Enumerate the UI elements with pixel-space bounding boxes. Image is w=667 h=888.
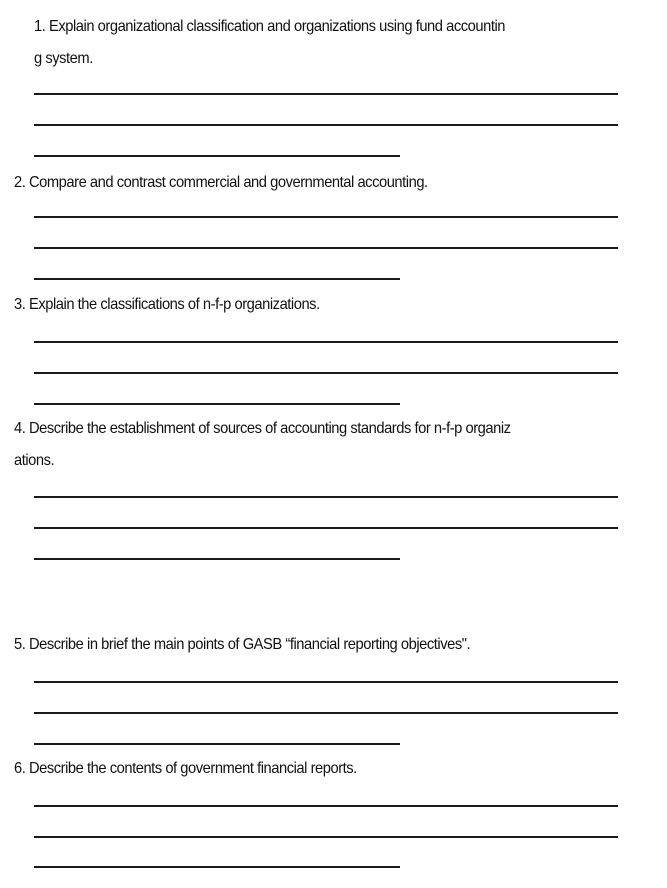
answer-line-5a[interactable]: [34, 681, 618, 683]
answer-line-3b[interactable]: [34, 372, 618, 374]
answer-line-1b[interactable]: [34, 124, 618, 126]
question-3-text: 3. Explain the classifications of n-f-p organizations.: [14, 296, 320, 313]
question-2-text: 2. Compare and contrast commercial and governmental accounting.: [14, 174, 428, 191]
answer-line-1c[interactable]: [34, 155, 400, 157]
answer-line-4c[interactable]: [34, 558, 400, 560]
question-4-text-cont: ations.: [14, 452, 55, 469]
answer-line-3a[interactable]: [34, 341, 618, 343]
answer-line-2a[interactable]: [34, 216, 618, 218]
answer-line-5c[interactable]: [34, 743, 400, 745]
question-1-text: 1. Explain organizational classification and organizations using fund accountin: [34, 18, 506, 35]
answer-line-2b[interactable]: [34, 247, 618, 249]
answer-line-1a[interactable]: [34, 93, 618, 95]
question-1-text-cont: g system.: [34, 50, 93, 67]
answer-line-2c[interactable]: [34, 278, 400, 280]
answer-line-6b[interactable]: [34, 836, 618, 838]
question-5-text: 5. Describe in brief the main points of GASB “financial reporting objectives".: [14, 636, 471, 653]
answer-line-3c[interactable]: [34, 403, 400, 405]
question-4-text: 4. Describe the establishment of sources of accounting standards for n-f-p organiz: [14, 420, 511, 437]
answer-line-4a[interactable]: [34, 496, 618, 498]
answer-line-5b[interactable]: [34, 712, 618, 714]
answer-line-6a[interactable]: [34, 805, 618, 807]
answer-line-6c[interactable]: [34, 866, 400, 868]
question-6-text: 6. Describe the contents of government financial reports.: [14, 760, 357, 777]
answer-line-4b[interactable]: [34, 527, 618, 529]
